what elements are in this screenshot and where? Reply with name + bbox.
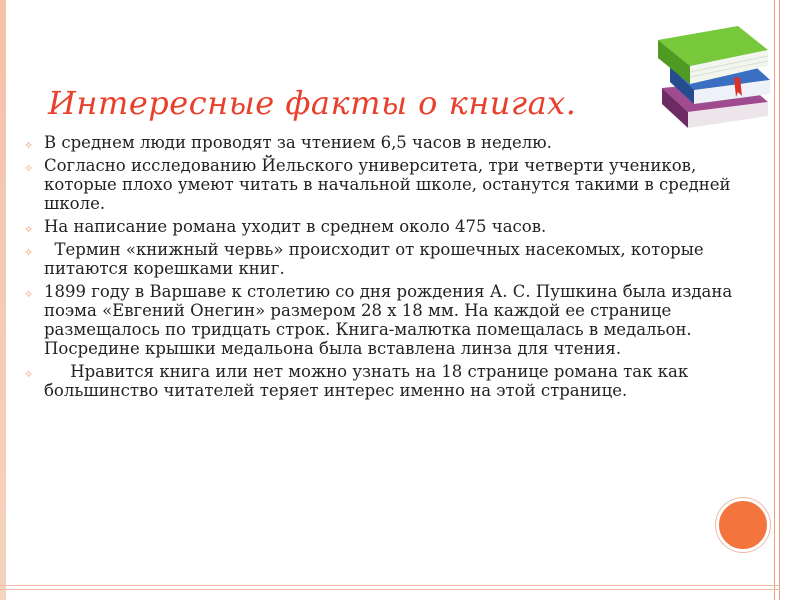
bullet-icon: ✧	[24, 246, 34, 259]
bullet-icon: ✧	[24, 139, 34, 152]
fact-item: ✧ Согласно исследованию Йельского университета, три четверти учеников, которые плохо умеют читать в начальной школе, останутся такими в средней школе.	[24, 156, 731, 213]
fact-item: ✧ Термин «книжный червь» происходит от крошечных насекомых, которые питаются корешками книг.	[24, 240, 704, 278]
bullet-icon: ✧	[24, 162, 34, 175]
slide-title: Интересные факты о книгах.	[48, 84, 577, 122]
orange-circle-decoration	[716, 498, 770, 552]
bullet-icon: ✧	[24, 368, 34, 381]
bullet-icon: ✧	[24, 223, 34, 236]
fact-item: ✧ На написание романа уходит в среднем около 475 часов.	[24, 217, 744, 236]
left-stripe	[0, 0, 6, 600]
facts-list	[24, 133, 744, 404]
fact-item: ✧ 1899 году в Варшаве к столетию со дня рождения А. С. Пушкина была издана поэма «Евгений Онегин» размером 28 х 18 мм. На каждой ее странице размещалось по тридцать строк. Книга-малютка помещалась в медальон. Посредине крышки медальона была вставлена линза для чтения.	[24, 282, 733, 358]
fact-item: ✧ Нравится книга или нет можно узнать на 18 странице романа так как большинство читателей теряет интерес именно на этой странице.	[24, 362, 689, 400]
fact-item: ✧ В среднем люди проводят за чтением 6,5 часов в неделю.	[24, 133, 744, 152]
stack-of-books-icon	[650, 10, 780, 135]
bottom-rule	[0, 585, 780, 590]
bullet-icon: ✧	[24, 288, 34, 301]
